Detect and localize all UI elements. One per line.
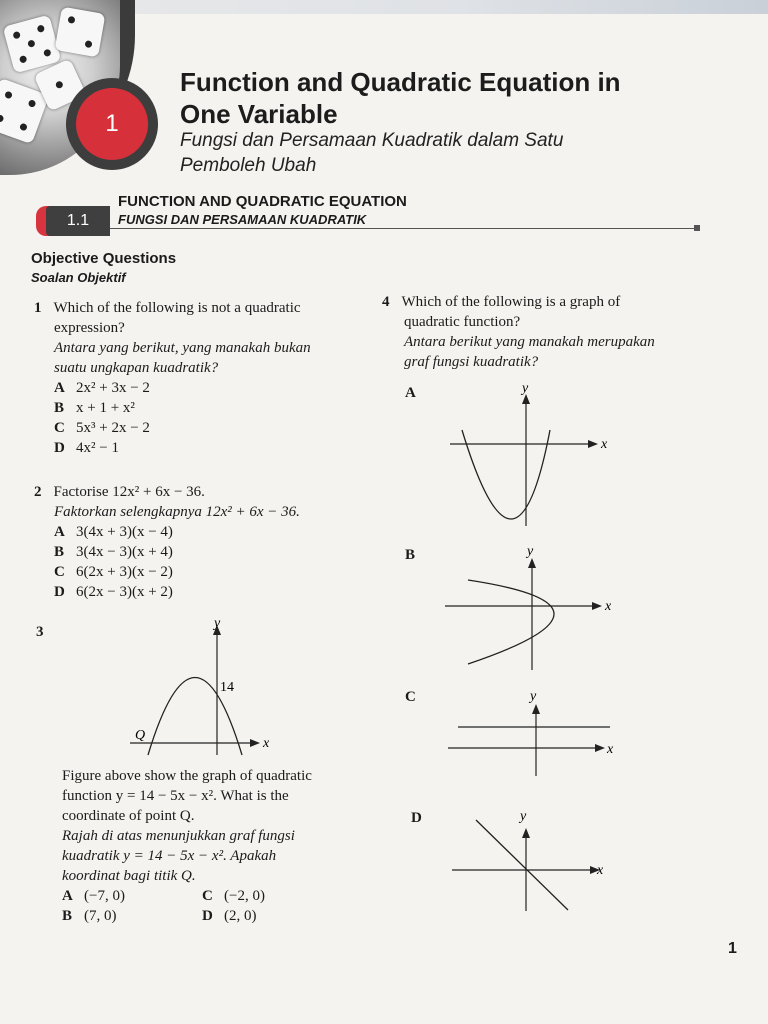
q4-graph-c (440, 686, 620, 778)
svg-text:x: x (263, 736, 270, 751)
question-number: 4 (382, 294, 390, 310)
option-d: D 4x² − 1 (54, 440, 119, 456)
svg-text:x: x (607, 742, 614, 757)
option-d: D 6(2x − 3)(x + 2) (54, 584, 173, 600)
question-1: 1 Which of the following is not a quadratic expression? Antara yang berikut, yang manakah bukan suatu ungkapan kuadratik? A 2x² + 3x − 2 B x + 1 + x² C 5x³ + 2x − 2 D 4x² − 1 (34, 298, 364, 458)
section-title: FUNCTION AND QUADRATIC EQUATION (118, 193, 407, 210)
chapter-title: Function and Quadratic Equation in One Variable (180, 67, 621, 129)
objective-heading-ms: Soalan Objektif (31, 270, 126, 285)
svg-text:14: 14 (220, 680, 234, 695)
svg-text:Q: Q (135, 728, 146, 743)
option-c: C 6(2x + 3)(x − 2) (54, 564, 173, 580)
question-4: 4 Which of the following is a graph of quadratic function? Antara berikut yang manakah merupakan graf fungsi kuadratik? (382, 294, 655, 370)
option-b: B 3(4x − 3)(x + 4) (54, 544, 173, 560)
q4-graph-a (440, 378, 620, 528)
option-d: D (2, 0) (202, 908, 257, 924)
option-c: C (405, 689, 416, 705)
option-c: C (−2, 0) (202, 888, 265, 904)
section-rule-end (694, 225, 700, 231)
question-number: 2 (34, 484, 42, 500)
question-number: 1 (34, 300, 42, 316)
svg-text:y: y (530, 689, 537, 704)
svg-text:x: x (605, 599, 612, 614)
svg-text:x: x (601, 437, 608, 452)
svg-text:y: y (214, 616, 221, 631)
chapter-number: 1 (76, 88, 148, 160)
q4-graph-b (440, 540, 620, 675)
section-number: 1.1 (46, 206, 110, 236)
option-a: A 3(4x + 3)(x − 4) (54, 524, 173, 540)
question-2: 2 Factorise 12x² + 6x − 36. Faktorkan selengkapnya 12x² + 6x − 36. A 3(4x + 3)(x − 4) B 3(4x − 3)(x + 4) C 6(2x + 3)(x − 2) D 6(2x − 3)(x + 2) (34, 482, 364, 602)
svg-text:x: x (597, 863, 604, 878)
option-a: A (405, 385, 416, 401)
section-title-ms: FUNGSI DAN PERSAMAAN KUADRATIK (118, 212, 367, 227)
option-b: B (7, 0) (62, 908, 117, 924)
q3-graph (120, 615, 290, 760)
option-b: B (405, 547, 416, 563)
option-d: D (411, 810, 422, 826)
q4-graph-d (440, 806, 620, 916)
question-3-text: Figure above show the graph of quadratic function y = 14 − 5x − x². What is the coordinate of point Q. Rajah di atas menunjukkan graf fungsi kuadratik y = 14 − 5x − x². Apakah koordinat bagi titik Q. A (−7, 0) C (−2, 0) B (7, 0) D (2, 0) (62, 768, 312, 924)
objective-heading: Objective Questions (31, 250, 177, 267)
svg-text:y: y (527, 544, 534, 559)
svg-text:y: y (522, 381, 529, 396)
option-c: C 5x³ + 2x − 2 (54, 420, 150, 436)
chapter-subtitle: Fungsi dan Persamaan Kuadratik dalam Satu Pemboleh Ubah (180, 130, 564, 176)
svg-text:y: y (520, 809, 527, 824)
question-number: 3 (36, 624, 44, 640)
section-rule (110, 228, 698, 229)
option-a: A (−7, 0) (62, 888, 125, 904)
page-number: 1 (728, 940, 737, 957)
option-b: B x + 1 + x² (54, 400, 135, 416)
option-a: A 2x² + 3x − 2 (54, 380, 150, 396)
